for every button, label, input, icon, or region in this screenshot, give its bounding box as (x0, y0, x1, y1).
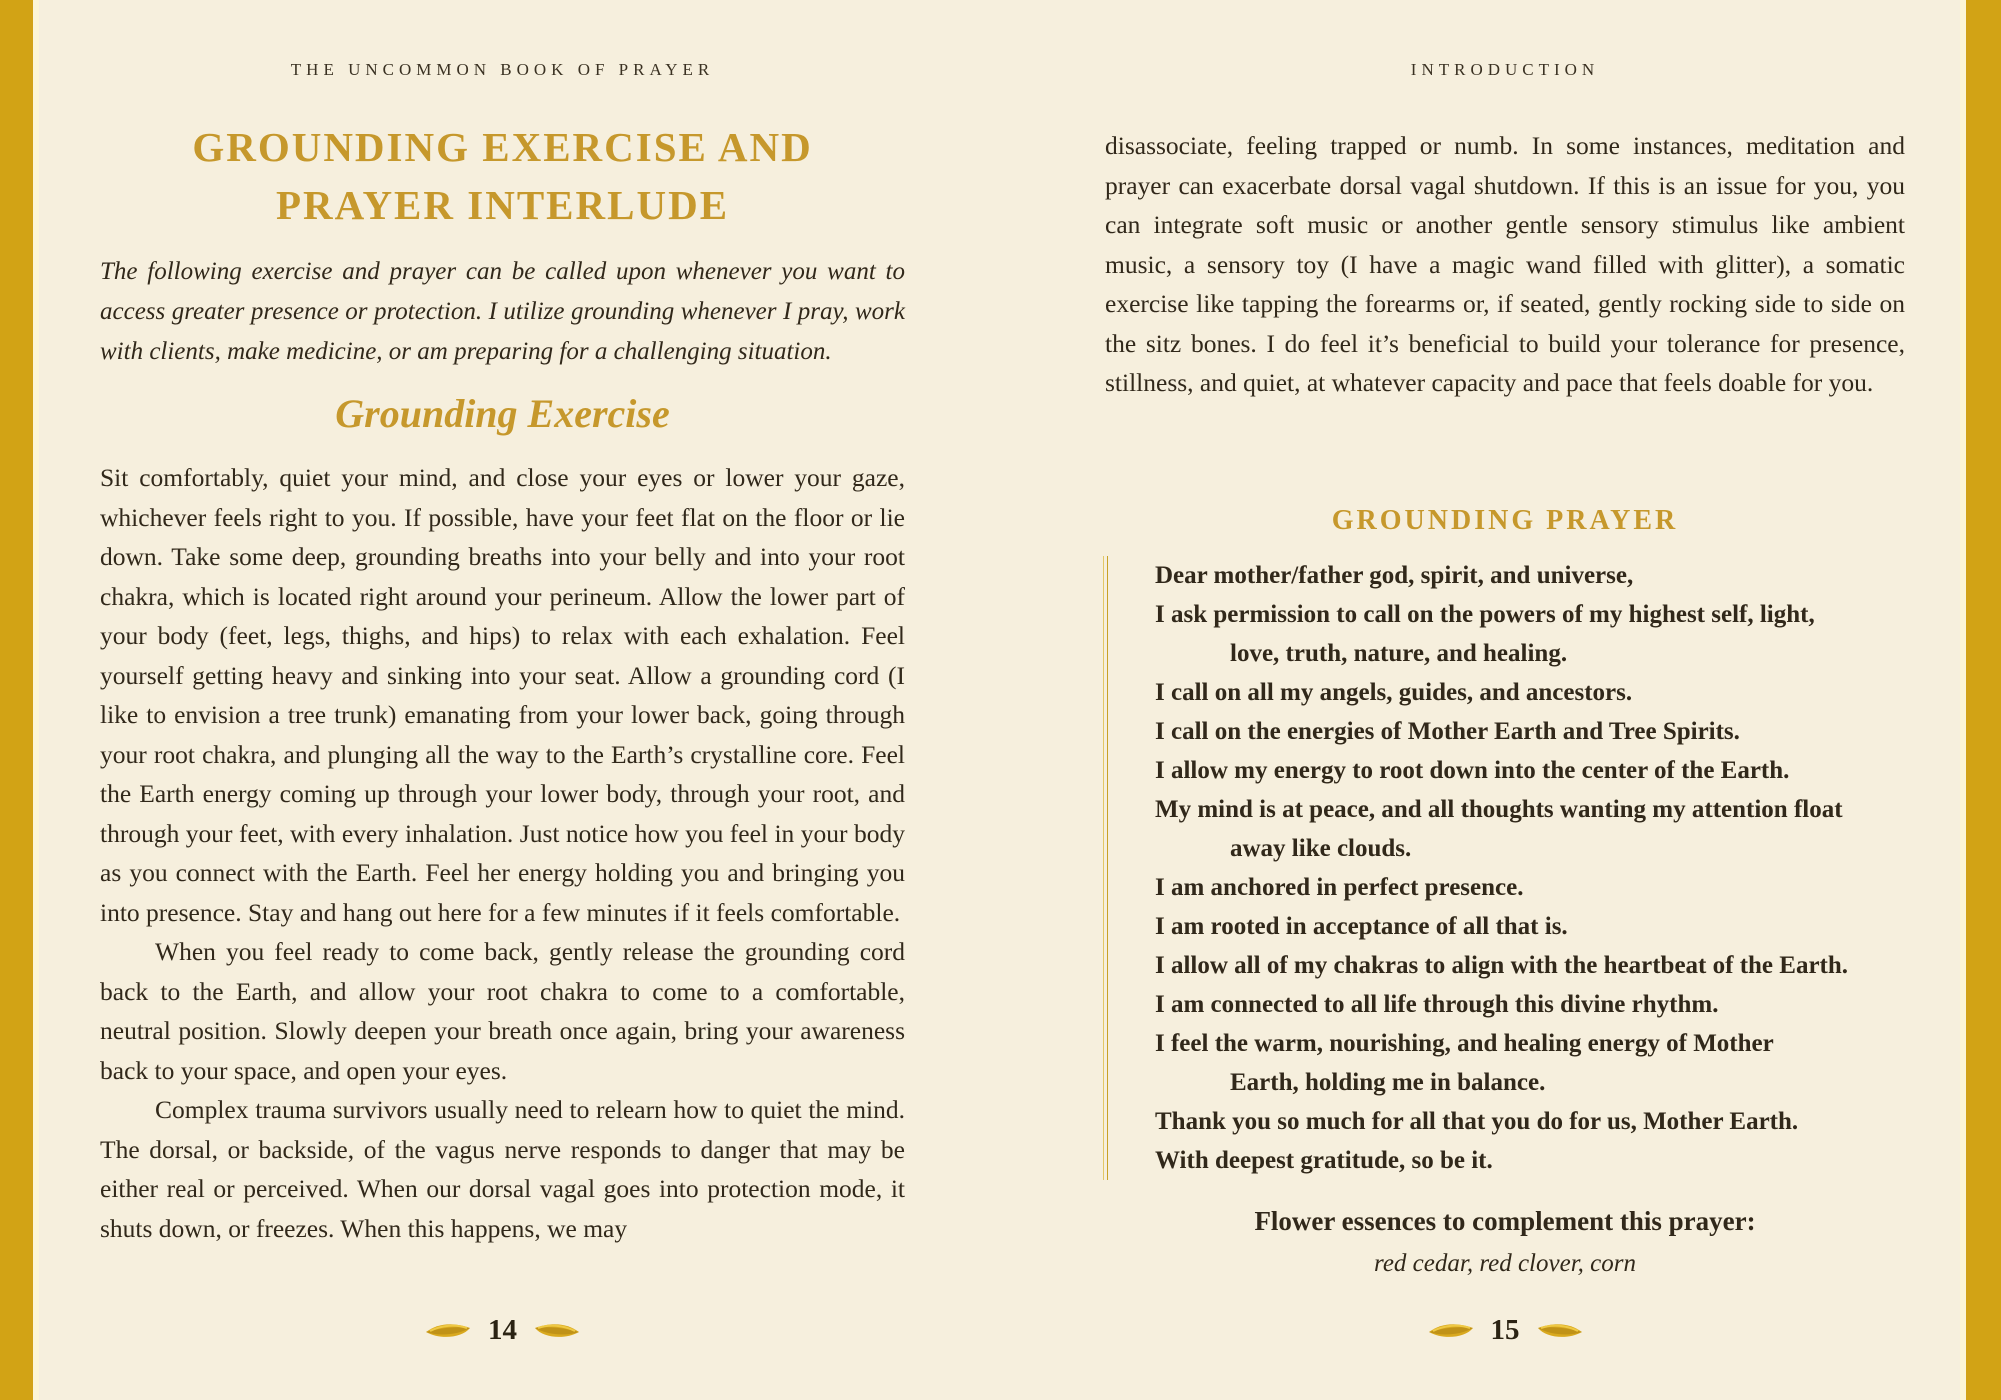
left-page-edge-stripe (33, 0, 39, 1400)
running-header-right: INTRODUCTION (1410, 60, 1600, 79)
left-cover-edge (0, 0, 33, 1400)
gold-leaf-icon (1536, 1320, 1584, 1342)
prayer-block (1103, 556, 1876, 1180)
prayer-line: I allow my energy to root down into the center of the Earth. (1155, 757, 1790, 784)
right-cover-edge (1966, 0, 2001, 1400)
section-heading-grounding-prayer: GROUNDING PRAYER (1331, 505, 1679, 536)
left-page-body (100, 458, 905, 1248)
body-paragraph: Sit comfortably, quiet your mind, and close your eyes or lower your gaze, whichever feels right to you. If possible, have your feet flat on the floor or lie down. Take some deep, grounding breaths into your belly and into your root chakra, which is located right around your perineum. Allow the lower part of your body (feet, legs, thighs, and hips) to relax with each exhalation. Feel yourself getting heavy and sinking into your seat. Allow a grounding cord (I like to envision a tree trunk) emanating from your lower back, going through your root chakra, and plunging all the way to the Earth’s crystalline core. Feel the Earth energy coming up through your lower body, through your root, and through your feet, with every inhalation. Just notice how you feel in your body as you connect with the Earth. Feel her energy holding you and bringing you into presence. Stay and hang out here for a few minutes if it feels comfortable. (100, 463, 905, 927)
chapter-title-line2: PRAYER INTERLUDE (275, 182, 730, 228)
prayer-line: I am rooted in acceptance of all that is. (1155, 913, 1568, 940)
page-number: 14 (488, 1314, 517, 1346)
body-paragraph: When you feel ready to come back, gently release the grounding cord back to the Earth, and allow your root chakra to come to a comfortable, neutral position. Slowly deepen your breath once again, bring your awareness back to your space, and open your eyes. (100, 937, 905, 1085)
prayer-line: I ask permission to call on the powers of my highest self, light, (1155, 601, 1815, 628)
page-number: 15 (1490, 1314, 1520, 1346)
prayer-line: I call on all my angels, guides, and ancestors. (1155, 679, 1633, 706)
section-heading-grounding-exercise: Grounding Exercise (335, 391, 670, 436)
chapter-intro-note: The following exercise and prayer can be called upon whenever you want to access greater presence or protection. I utilize grounding whenever I pray, work with clients, make medicine, or am preparing for a challenging situation. (100, 258, 905, 365)
prayer-line: Thank you so much for all that you do for us, Mother Earth. (1155, 1108, 1799, 1135)
prayer-line: I am anchored in perfect presence. (1155, 874, 1524, 901)
prayer-line: Earth, holding me in balance. (1230, 1069, 1546, 1096)
prayer-text (1107, 556, 1876, 1180)
left-page-footer (100, 1314, 905, 1347)
prayer-line: I allow all of my chakras to align with the heartbeat of the Earth. (1155, 952, 1849, 979)
prayer-line: away like clouds. (1230, 835, 1412, 862)
gold-leaf-icon (533, 1320, 581, 1342)
prayer-line: I call on the energies of Mother Earth and Tree Spirits. (1155, 718, 1740, 745)
prayer-line: Dear mother/father god, spirit, and universe, (1155, 562, 1634, 589)
body-paragraph: Complex trauma survivors usually need to relearn how to quiet the mind. The dorsal, or backside, of the vagus nerve responds to danger that may be either real or perceived. When our dorsal vagal goes into protection mode, it shuts down, or freezes. When this happens, we may (100, 1095, 905, 1243)
chapter-title-line1: GROUNDING EXERCISE AND (192, 124, 813, 170)
prayer-line: I am connected to all life through this divine rhythm. (1155, 991, 1719, 1018)
right-page-footer (1105, 1314, 1905, 1347)
running-header-left: THE UNCOMMON BOOK OF PRAYER (290, 60, 715, 79)
flower-essences-list: red cedar, red clover, corn (1374, 1250, 1636, 1277)
gold-leaf-icon (424, 1320, 472, 1342)
prayer-line: I feel the warm, nourishing, and healing energy of Mother (1155, 1030, 1774, 1057)
prayer-line: love, truth, nature, and healing. (1230, 640, 1568, 667)
right-page-body-paragraph: disassociate, feeling trapped or numb. In some instances, meditation and prayer can exacerbate dorsal vagal shutdown. If this is an issue for you, you can integrate soft music or another gentle sensory stimulus like ambient music, a sensory toy (I have a magic wand filled with glitter), a somatic exercise like tapping the forearms or, if seated, gently rocking side to side on the sitz bones. I do feel it’s beneficial to build your tolerance for presence, stillness, and quiet, at whatever capacity and pace that feels doable for you. (1105, 131, 1905, 397)
prayer-line: With deepest gratitude, so be it. (1155, 1147, 1493, 1174)
prayer-line: My mind is at peace, and all thoughts wanting my attention float (1155, 796, 1843, 823)
gold-leaf-icon (1427, 1320, 1475, 1342)
flower-essences-label: Flower essences to complement this prayer: (1254, 1206, 1756, 1236)
chapter-title (100, 118, 905, 234)
